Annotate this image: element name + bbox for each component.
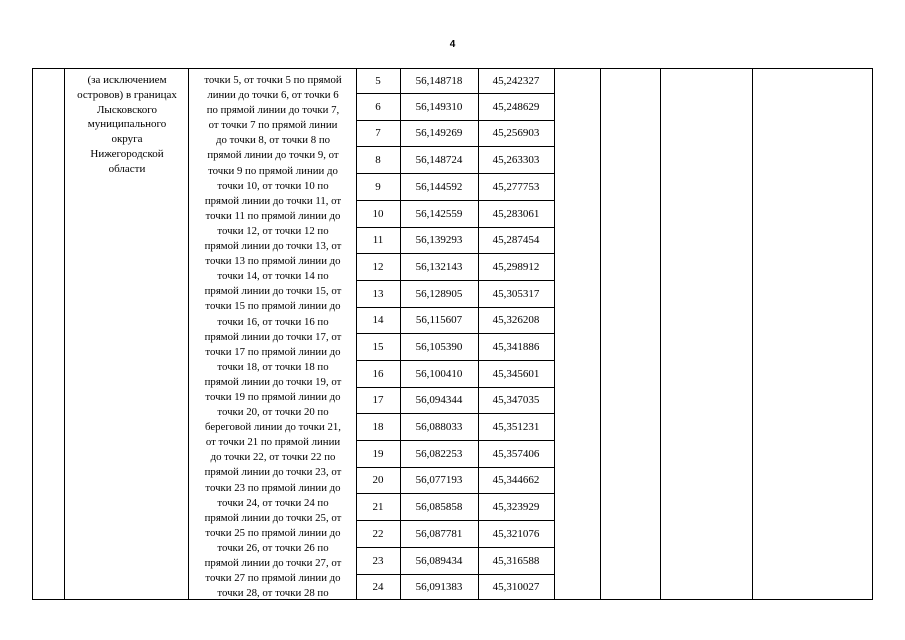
territory-line: Нижегородской [90,147,164,160]
boundary-line: точки 26, от точки 26 по [217,541,329,554]
point-number: 16 [372,367,384,380]
point-longitude: 45,321076 [492,527,540,540]
boundary-line: от точки 21 по прямой линии [205,436,341,449]
point-latitude: 56,148724 [415,153,463,166]
point-longitude: 45,344662 [492,474,540,486]
point-number: 6 [375,100,381,113]
point-latitude: 56,087781 [415,527,463,540]
column-border [554,69,555,599]
boundary-line: прямой линии до точки 17, от [204,330,342,343]
row-border [356,93,554,94]
point-number: 24 [372,581,384,593]
table-row [356,227,554,253]
table-row [356,387,554,413]
point-latitude: 56,149269 [415,127,463,139]
row-border [356,520,554,521]
point-longitude: 45,248629 [492,100,540,113]
point-latitude: 56,128905 [415,287,463,300]
point-number: 23 [372,554,384,567]
boundary-line: точки 28, от точки 28 по [217,587,329,600]
table-row [356,360,554,387]
point-latitude: 56,142559 [415,207,463,220]
boundary-line: прямой линии до точки 27, от [204,557,342,569]
boundary-line: прямой линии до точки 9, от [207,149,339,162]
point-number: 19 [372,447,384,460]
point-latitude: 56,149310 [415,100,463,113]
point-longitude: 45,351231 [492,420,540,433]
boundary-line: точки 17 по прямой линии до [205,345,341,358]
boundary-line: точки 15 по прямой линии до [205,300,341,313]
boundary-line: до точки 8, от точки 8 по [215,134,331,147]
row-border [356,173,554,174]
point-longitude: 45,357406 [492,447,540,460]
boundary-line: прямой линии до точки 25, от [204,511,342,524]
table-row [356,520,554,547]
point-longitude: 45,256903 [492,127,540,139]
table-row [356,120,554,146]
boundary-line: точки 19 по прямой линии до [205,390,341,403]
point-latitude: 56,132143 [415,260,463,273]
table-row [356,93,554,120]
table-row [356,574,554,600]
territory-line: Лысковского [96,103,158,116]
point-latitude: 56,091383 [415,581,463,593]
column-border [752,69,753,599]
boundary-line: точки 12, от точки 12 по [217,224,329,237]
point-latitude: 56,089434 [415,554,463,567]
table-row [356,253,554,280]
point-longitude: 45,316588 [492,554,540,567]
point-longitude: 45,277753 [492,180,540,193]
point-longitude: 45,323929 [492,500,540,513]
row-border [356,413,554,414]
table-row [356,173,554,200]
point-latitude: 56,148718 [415,75,463,87]
row-border [356,440,554,441]
table-row [356,307,554,333]
territory-line: муниципального [87,118,167,131]
row-border [356,547,554,548]
page-number: 4 [449,39,456,50]
point-longitude: 45,283061 [492,207,540,220]
point-number: 13 [372,287,384,300]
boundary-line: точки 11 по прямой линии до [205,209,341,222]
point-longitude: 45,263303 [492,153,540,166]
territory-line: области [108,162,146,175]
table-row [356,440,554,467]
row-border [356,280,554,281]
point-longitude: 45,326208 [492,314,540,326]
point-latitude: 56,144592 [415,180,463,193]
boundary-line: линии до точки 6, от точки 6 [207,89,339,102]
row-border [356,574,554,575]
point-number: 18 [372,420,384,433]
point-longitude: 45,347035 [492,394,540,406]
table-row [356,413,554,440]
boundary-line: прямой линии до точки 13, от [204,240,342,253]
point-longitude: 45,287454 [492,234,540,246]
point-latitude: 56,085858 [415,500,463,513]
row-border [356,146,554,147]
row-border [356,467,554,468]
point-latitude: 56,139293 [415,234,463,246]
point-number: 5 [375,75,381,87]
point-latitude: 56,082253 [415,447,463,460]
boundary-line: по прямой линии до точки 7, [206,104,340,117]
boundary-line: точки 10, от точки 10 по [217,179,329,192]
row-border [356,387,554,388]
point-longitude: 45,305317 [492,287,540,300]
boundary-line: точки 13 по прямой линии до [205,255,341,268]
row-border [356,253,554,254]
point-longitude: 45,310027 [492,581,540,593]
territory-line: округа [111,133,143,146]
point-number: 20 [372,474,384,486]
row-border [356,307,554,308]
boundary-line: до точки 22, от точки 22 по [210,451,336,464]
boundary-description [188,73,358,601]
boundary-line: точки 5, от точки 5 по прямой [204,74,342,86]
point-number: 11 [372,234,384,246]
boundary-line: точки 16, от точки 16 по [217,315,329,328]
row-border [356,333,554,334]
row-border [356,120,554,121]
row-border [356,493,554,494]
boundary-line: точки 20, от точки 20 по [217,406,329,419]
point-longitude: 45,242327 [492,75,540,87]
column-border [600,69,601,599]
table-row [356,280,554,307]
boundary-line: точки 25 по прямой линии до [205,526,341,539]
point-latitude: 56,105390 [415,340,463,353]
point-latitude: 56,094344 [415,394,463,406]
point-number: 12 [372,260,384,273]
point-number: 9 [375,180,381,193]
boundary-line: прямой линии до точки 23, от [204,466,342,479]
point-longitude: 45,298912 [492,260,540,273]
boundary-line: от точки 7 по прямой линии [208,119,338,132]
coordinates-table [32,68,873,600]
table-row [356,467,554,493]
table-row [356,146,554,173]
boundary-line: точки 23 по прямой линии до [205,481,341,494]
boundary-line: прямой линии до точки 15, от [204,285,342,298]
boundary-line: точки 18, от точки 18 по [217,360,329,373]
point-latitude: 56,115607 [415,314,463,326]
territory-description [65,73,189,177]
boundary-line: береговой линии до точки 21, [205,421,341,434]
table-row [356,493,554,520]
boundary-line: прямой линии до точки 19, от [204,375,342,388]
point-number: 14 [372,314,384,326]
row-border [356,227,554,228]
row-border [356,360,554,361]
point-number: 17 [372,394,384,406]
column-border [660,69,661,599]
row-border [356,200,554,201]
table-row [356,69,554,93]
point-number: 22 [372,527,384,540]
point-longitude: 45,341886 [492,340,540,353]
point-number: 15 [372,340,384,353]
point-longitude: 45,345601 [492,367,540,380]
table-row [356,200,554,227]
territory-line: островов) в границах [77,88,177,101]
boundary-line: точки 24, от точки 24 по [217,496,329,509]
point-latitude: 56,088033 [415,420,463,433]
point-number: 21 [372,500,384,513]
point-latitude: 56,100410 [415,367,463,380]
boundary-line: точки 27 по прямой линии до [205,572,341,585]
table-row [356,547,554,574]
table-row [356,333,554,360]
boundary-line: прямой линии до точки 11, от [204,194,342,207]
territory-line: (за исключением [87,74,167,86]
point-latitude: 56,077193 [415,474,463,486]
boundary-line: точки 9 по прямой линии до [208,164,338,177]
point-number: 8 [375,153,381,166]
point-number: 10 [372,207,384,220]
point-number: 7 [375,127,381,139]
boundary-line: точки 14, от точки 14 по [217,270,329,283]
